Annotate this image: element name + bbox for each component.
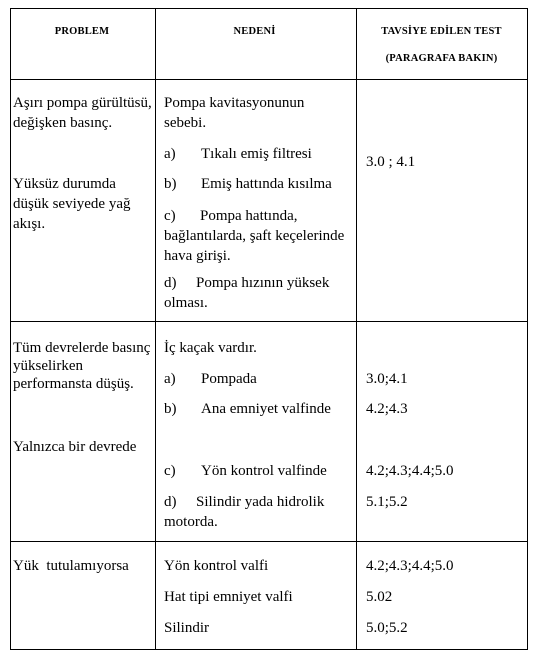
cause-text: Yön kontrol valfinde xyxy=(201,463,327,479)
problem-text: değişken basınç. xyxy=(13,115,113,131)
cause-text: Tıkalı emiş filtresi xyxy=(201,146,312,162)
test-ref: 4.2;4.3;4.4;5.0 xyxy=(366,558,454,574)
cause-marker: a) xyxy=(164,146,176,162)
problem-text: akışı. xyxy=(13,216,46,232)
test-ref: 3.0;4.1 xyxy=(366,371,408,387)
cause-text: hava girişi. xyxy=(164,248,231,264)
cause-text: Yön kontrol valfi xyxy=(164,558,269,574)
column-divider xyxy=(155,9,156,649)
cause-marker: b) xyxy=(164,176,177,192)
header-problem: PROBLEM xyxy=(54,26,110,37)
cause-marker: d) xyxy=(164,275,177,291)
cause-text: sebebi. xyxy=(164,115,207,131)
column-divider xyxy=(356,9,357,649)
cause-text: Pompa hızının yüksek xyxy=(196,275,330,291)
cause-text: Ana emniyet valfinde xyxy=(201,401,331,417)
problem-text: yükselirken xyxy=(13,358,83,374)
cause-marker: c) xyxy=(164,463,176,479)
row-divider xyxy=(11,541,527,542)
problem-text: performansta düşüş. xyxy=(13,376,134,392)
test-ref: 5.0;5.2 xyxy=(366,620,408,636)
cause-marker: b) xyxy=(164,401,177,417)
test-ref: 5.1;5.2 xyxy=(366,494,408,510)
row-divider xyxy=(11,321,527,322)
cause-text: İç kaçak vardır. xyxy=(164,340,257,356)
test-ref: 5.02 xyxy=(366,589,393,605)
cause-text: motorda. xyxy=(164,514,218,530)
header-test-line1: TAVSİYE EDİLEN TEST xyxy=(381,26,502,37)
header-test-line2: (PARAGRAFA BAKIN) xyxy=(385,53,498,64)
row-divider xyxy=(11,79,527,80)
problem-text: düşük seviyede yağ xyxy=(13,196,131,212)
test-ref: 4.2;4.3;4.4;5.0 xyxy=(366,463,454,479)
problem-text: Tüm devrelerde basınç xyxy=(13,340,151,356)
problem-text: Yüksüz durumda xyxy=(13,176,116,192)
cause-text: Pompa hattında, xyxy=(200,208,298,224)
cause-text: Pompa kavitasyonunun xyxy=(164,95,305,111)
cause-text: Silindir yada hidrolik xyxy=(196,494,325,510)
problem-text: Yalnızca bir devrede xyxy=(13,439,137,455)
test-ref: 4.2;4.3 xyxy=(366,401,408,417)
cause-text: olması. xyxy=(164,295,208,311)
cause-text: Emiş hattında kısılma xyxy=(201,176,332,192)
cause-text: Silindir xyxy=(164,620,210,636)
cause-marker: d) xyxy=(164,494,177,510)
cause-text: bağlantılarda, şaft keçelerinde xyxy=(164,228,345,244)
header-cause: NEDENİ xyxy=(233,26,276,37)
cause-marker: c) xyxy=(164,208,176,224)
problem-text: Yük tutulamıyorsa xyxy=(13,558,129,574)
problem-text: Aşırı pompa gürültüsü, xyxy=(13,95,152,111)
cause-marker: a) xyxy=(164,371,176,387)
cause-text: Hat tipi emniyet valfi xyxy=(164,589,293,605)
cause-text: Pompada xyxy=(201,371,257,387)
test-ref: 3.0 ; 4.1 xyxy=(366,154,416,170)
